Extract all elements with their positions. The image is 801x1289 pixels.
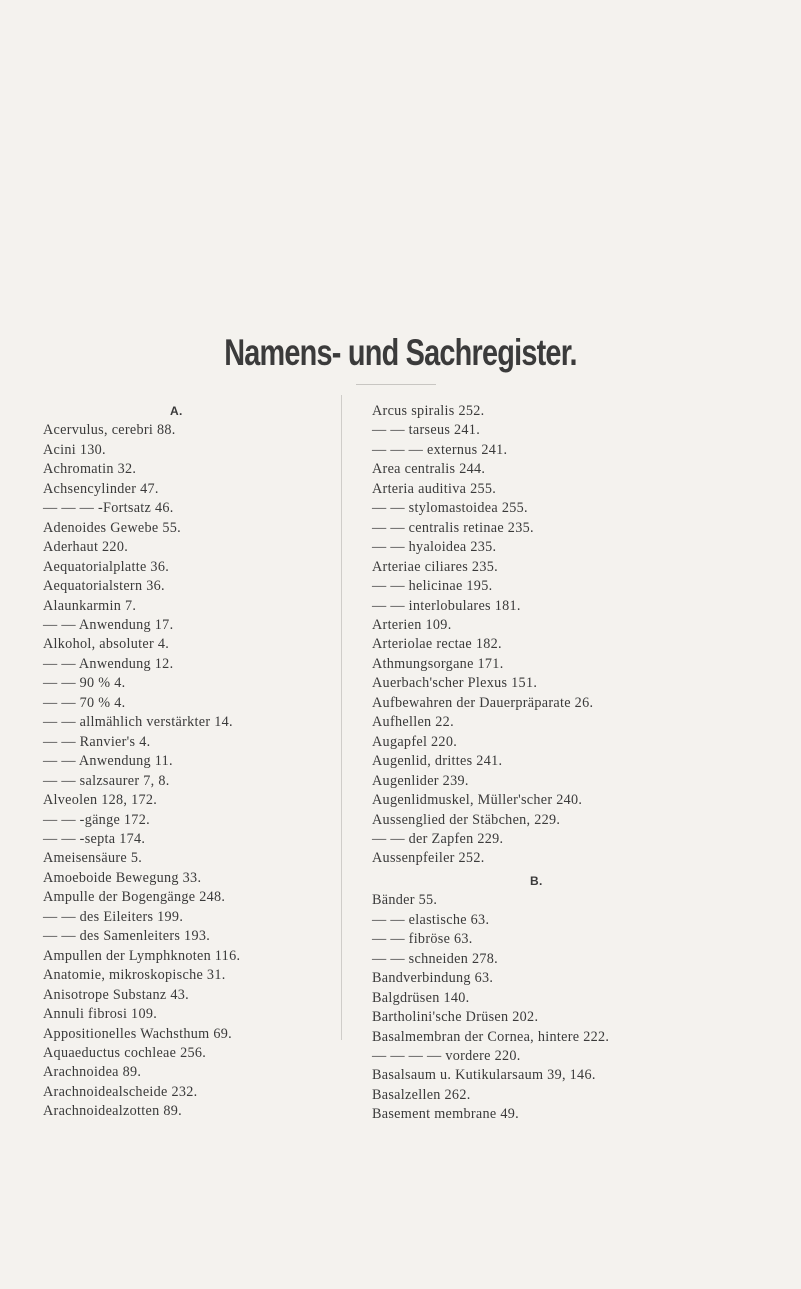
index-entry: — — hyaloidea 235. xyxy=(372,539,497,556)
left-column xyxy=(43,402,335,1122)
index-entry: Aquaeductus cochleae 256. xyxy=(43,1044,207,1061)
index-entry: — — helicinae 195. xyxy=(372,578,493,595)
index-entry: — — — — vordere 220. xyxy=(372,1047,521,1064)
index-entry: Augenlidmuskel, Müller'scher 240. xyxy=(372,792,583,809)
index-entry: Annuli fibrosi 109. xyxy=(43,1006,158,1023)
index-entry: — — Anwendung 12. xyxy=(43,655,174,672)
index-entry: Ameisensäure 5. xyxy=(43,850,143,867)
index-entry: Basalzellen 262. xyxy=(372,1086,471,1103)
index-entry: Amoeboide Bewegung 33. xyxy=(43,869,202,886)
index-entry: Aderhaut 220. xyxy=(43,539,129,556)
index-entry: — — stylomastoidea 255. xyxy=(372,500,528,517)
index-entry: Acervulus, cerebri 88. xyxy=(43,422,176,439)
index-entry: Ampulle der Bogengänge 248. xyxy=(43,889,226,906)
index-entry: Arteriolae rectae 182. xyxy=(372,636,502,653)
right-column xyxy=(372,402,797,1125)
index-entry: Aufbewahren der Dauerpräparate 26. xyxy=(372,694,594,711)
index-entry: Aussenpfeiler 252. xyxy=(372,850,485,867)
index-entry: Basalsaum u. Kutikularsaum 39, 146. xyxy=(372,1067,596,1084)
index-entry: — — fibröse 63. xyxy=(372,931,473,948)
index-entry: — — centralis retinae 235. xyxy=(372,519,534,536)
index-entry: — — salzsaurer 7, 8. xyxy=(43,772,170,789)
index-entry: Anisotrope Substanz 43. xyxy=(43,986,190,1003)
index-entry: Bandverbindung 63. xyxy=(372,970,494,987)
index-entry: Aussenglied der Stäbchen, 229. xyxy=(372,811,561,828)
index-entry: Aequatorialplatte 36. xyxy=(43,558,170,575)
index-entry: — — schneiden 278. xyxy=(372,950,498,967)
index-entry: Bänder 55. xyxy=(372,892,438,909)
index-entry: — — 90 % 4. xyxy=(43,675,126,692)
index-entry: — — Anwendung 11. xyxy=(43,753,173,770)
index-entry: — — 70 % 4. xyxy=(43,694,126,711)
index-entry: Area centralis 244. xyxy=(372,461,486,478)
index-entry: Alveolen 128, 172. xyxy=(43,792,158,809)
index-entry: Adenoides Gewebe 55. xyxy=(43,519,181,536)
page-title: Namens- und Sachregister. xyxy=(224,332,577,373)
index-entry: Arachnoidealzotten 89. xyxy=(43,1103,182,1120)
index-entry: — — allmählich verstärkter 14. xyxy=(43,714,233,731)
index-entry: Augenlider 239. xyxy=(372,772,469,789)
index-entry: Arterien 109. xyxy=(372,616,452,633)
index-entry: — — interlobulares 181. xyxy=(372,597,521,614)
index-entry: Bartholini'sche Drüsen 202. xyxy=(372,1009,539,1026)
index-entry: Augenlid, drittes 241. xyxy=(372,753,503,770)
index-entry: Aufhellen 22. xyxy=(372,714,454,731)
index-entry: Basalmembran der Cornea, hintere 222. xyxy=(372,1028,610,1045)
index-entry: Aequatorialstern 36. xyxy=(43,578,165,595)
index-entry: — — — externus 241. xyxy=(372,441,508,458)
index-entry: — — — -Fortsatz 46. xyxy=(43,500,174,517)
index-entry: — — tarseus 241. xyxy=(372,422,481,439)
index-entry: — — Anwendung 17. xyxy=(43,616,174,633)
index-entry: — — -gänge 172. xyxy=(43,811,150,828)
index-entry: Anatomie, mikroskopische 31. xyxy=(43,967,226,984)
index-entry: Arachnoidea 89. xyxy=(43,1064,142,1081)
index-entry: — — des Eileiters 199. xyxy=(43,908,184,925)
index-entry: Athmungsorgane 171. xyxy=(372,655,504,672)
index-entry: Basement membrane 49. xyxy=(372,1106,519,1123)
index-entry: Appositionelles Wachsthum 69. xyxy=(43,1025,232,1042)
index-entry: Balgdrüsen 140. xyxy=(372,989,470,1006)
index-entry: Achsencylinder 47. xyxy=(43,480,159,497)
index-entry: Arteria auditiva 255. xyxy=(372,480,497,497)
index-entry: — — elastische 63. xyxy=(372,911,490,928)
column-divider xyxy=(341,395,342,1040)
section-letter-heading: B. xyxy=(530,873,543,888)
index-entry: Augapfel 220. xyxy=(372,733,458,750)
index-entry: — — Ranvier's 4. xyxy=(43,733,151,750)
index-entry: Acini 130. xyxy=(43,441,106,458)
index-entry: Alkohol, absoluter 4. xyxy=(43,636,170,653)
index-entry: — — -septa 174. xyxy=(43,830,146,847)
index-entry: Achromatin 32. xyxy=(43,461,137,478)
index-entry: Arteriae ciliares 235. xyxy=(372,558,498,575)
title-rule xyxy=(356,384,436,385)
section-letter-heading: A. xyxy=(170,404,183,418)
index-entry: Ampullen der Lymphknoten 116. xyxy=(43,947,241,964)
index-entry: — — der Zapfen 229. xyxy=(372,830,504,847)
index-entry: Alaunkarmin 7. xyxy=(43,597,137,614)
index-entry: Arcus spiralis 252. xyxy=(372,403,485,419)
index-entry: Auerbach'scher Plexus 151. xyxy=(372,675,538,692)
index-entry: — — des Samenleiters 193. xyxy=(43,928,211,945)
index-entry: Arachnoidealscheide 232. xyxy=(43,1083,198,1100)
